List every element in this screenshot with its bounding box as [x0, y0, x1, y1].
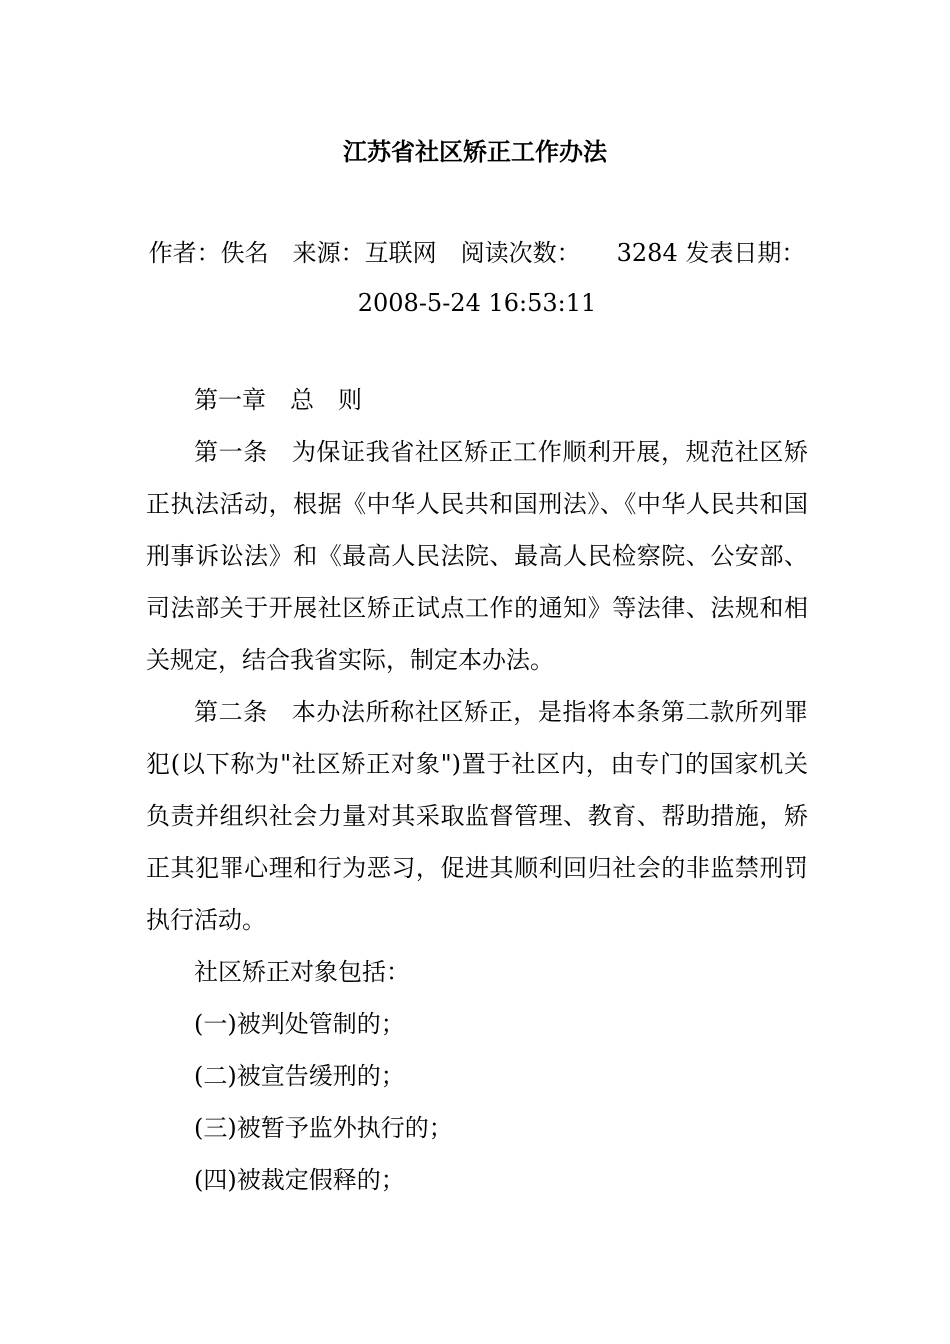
meta-reads-label: 阅读次数： [460, 239, 581, 267]
article-1-text: 为保证我省社区矫正工作顺利开展，规范社区矫正执法活动，根据《中华人民共和国刑法》、《中华人民共和国刑事诉讼法》和《最高人民法院、最高人民检察院、公安部、司法部关于开展社区矫正试点工作的通知》等法律、法规和相关规定，结合我省实际，制定本办法。 [146, 438, 809, 674]
subject-item-1: (一)被判处管制的； [194, 1010, 405, 1038]
document-body [146, 374, 808, 1206]
chapter-label: 第一章 [194, 386, 266, 414]
subject-item-2: (二)被宣告缓刑的； [194, 1062, 405, 1090]
meta-author: 作者：佚名 [148, 239, 269, 267]
subject-item-4: (四)被裁定假释的； [194, 1166, 405, 1194]
document-meta [146, 228, 808, 328]
article-2 [146, 686, 808, 946]
chapter-name-b: 则 [338, 386, 362, 414]
chapter-heading [146, 374, 808, 426]
article-2-number: 第二条 [194, 698, 268, 726]
meta-reads-value: 3284 [616, 239, 678, 267]
meta-date-label: 发表日期： [685, 239, 806, 267]
article-2-text: 本办法所称社区矫正，是指将本条第二款所列罪犯(以下称为"社区矫正对象")置于社区内，由专门的国家机关负责并组织社会力量对其采取监督管理、教育、帮助措施，矫正其犯罪心理和行为恶习，促进其顺利回归社会的非监禁刑罚执行活动。 [146, 698, 809, 934]
subject-item-3: (三)被暂予监外执行的； [194, 1114, 453, 1142]
chapter-name-a: 总 [290, 386, 314, 414]
article-1-number: 第一条 [194, 438, 268, 466]
article-1 [146, 426, 808, 686]
document-title: 江苏省社区矫正工作办法 [343, 137, 607, 166]
meta-source: 来源：互联网 [292, 239, 437, 267]
subjects-intro: 社区矫正对象包括： [194, 958, 410, 986]
meta-date-value: 2008-5-24 16:53:11 [357, 289, 597, 317]
